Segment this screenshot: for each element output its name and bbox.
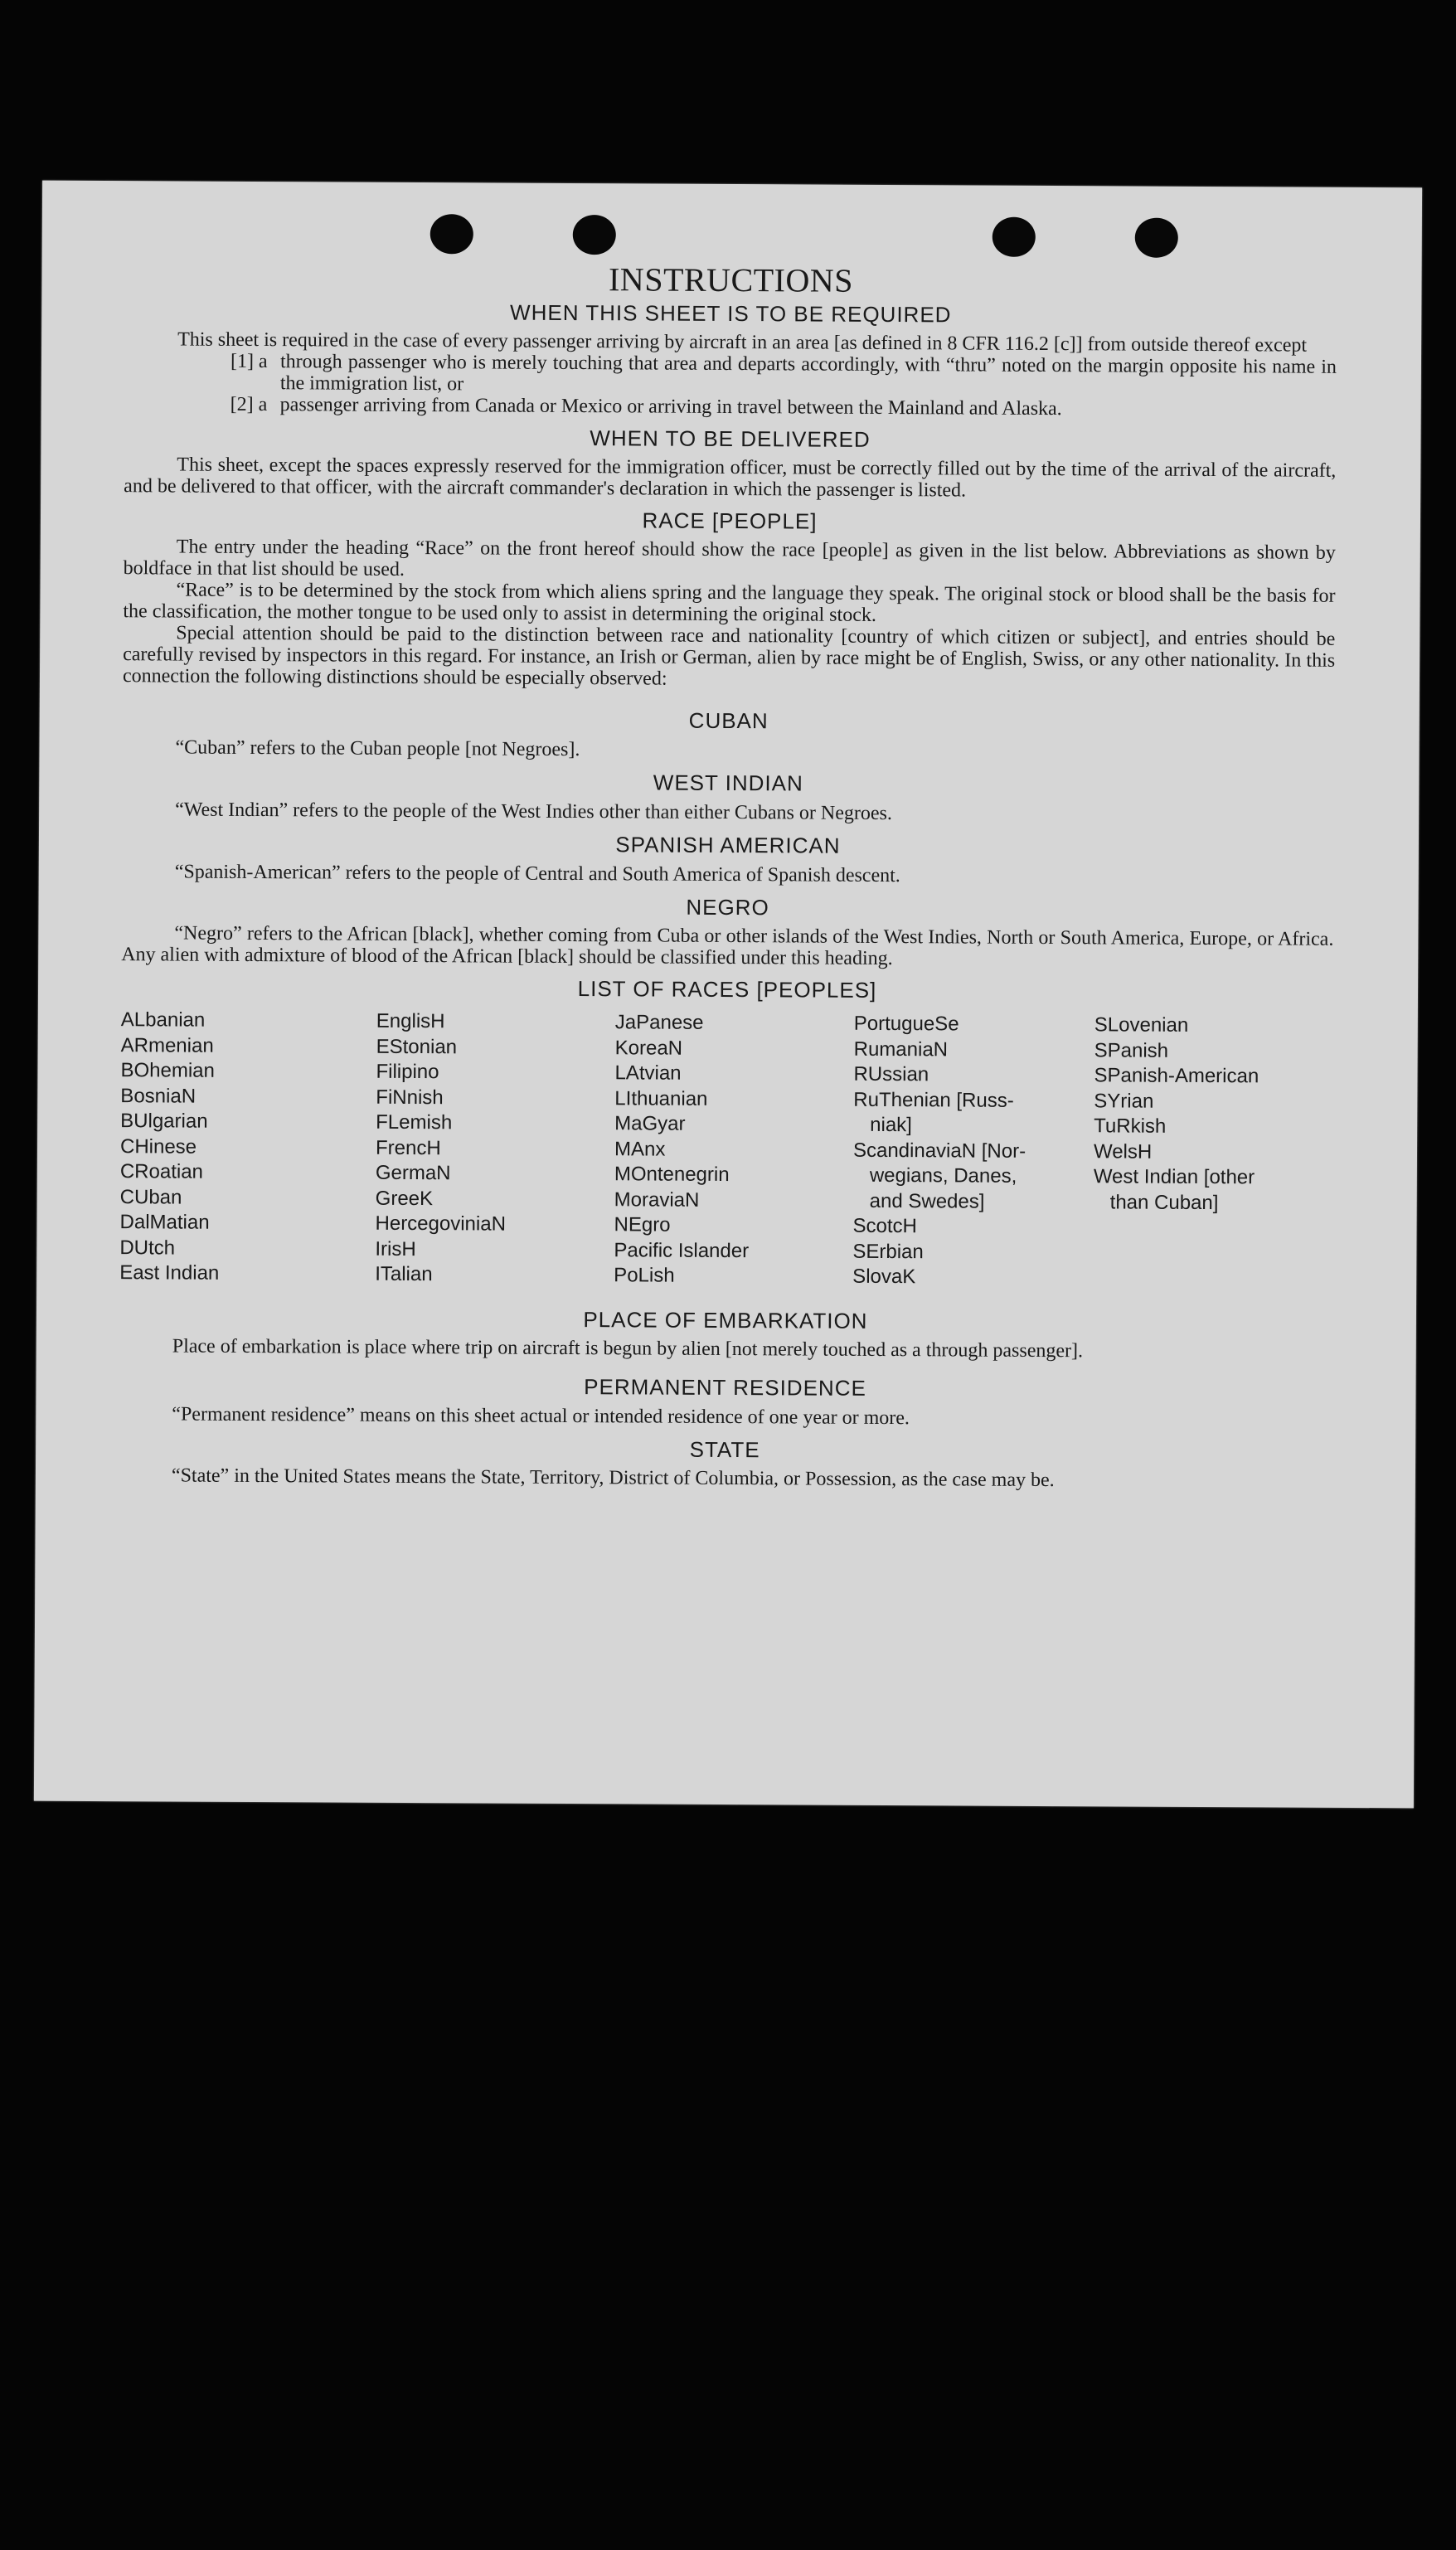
race-entry: MaGyar xyxy=(614,1112,686,1135)
race-paragraph-1: The entry under the heading “Race” on the front hereof should show the race [people] as given in the list below. Abbreviations as shown by boldface in that list should be used. xyxy=(123,536,1336,580)
race-entry: WelsH xyxy=(1093,1139,1153,1163)
sheet-content xyxy=(119,257,1337,1492)
race-entry: SlovaK xyxy=(852,1265,916,1289)
race-entry: MoraviaN xyxy=(614,1188,700,1212)
exception-number: [1] a xyxy=(230,350,268,373)
heading-residence: PERMANENT RESIDENCE xyxy=(584,1373,866,1401)
race-paragraph-2: “Race” is to be determined by the stock from which aliens spring and the language they speak. The original stock or blood shall be the basis for the classification, the mother tongue to be used only to assist in determining the original stock. xyxy=(123,579,1336,626)
heading-race: RACE [PEOPLE] xyxy=(642,508,818,534)
race-entry: FrencH xyxy=(375,1136,441,1159)
race-entry: BUlgarian xyxy=(120,1110,208,1133)
race-entry: wegians, Danes, xyxy=(852,1163,1017,1188)
heading-list-of-races: LIST OF RACES [PEOPLES] xyxy=(577,976,877,1003)
race-entry: LIthuanian xyxy=(614,1086,708,1110)
punch-hole xyxy=(1135,218,1178,258)
race-entry: ARmenian xyxy=(120,1033,214,1057)
heading-when-required: WHEN THIS SHEET IS TO BE REQUIRED xyxy=(510,299,952,328)
race-entry: BOhemian xyxy=(120,1059,215,1082)
race-entry: RuThenian [Russ- xyxy=(853,1088,1014,1112)
race-entry: SPanish-American xyxy=(1094,1064,1259,1088)
negro-text: “Negro” refers to the African [black], whether coming from Cuba or other islands of the West Indies, North or South America, Europe, or Africa. Any alien with admixture of blood of the African [black] should be classified under this heading. xyxy=(121,922,1334,970)
race-entry: LAtvian xyxy=(614,1061,682,1085)
page-title: INSTRUCTIONS xyxy=(608,260,854,299)
state-text: “State” in the United States means the State, Territory, District of Columbia, or Possession, as the case may be. xyxy=(171,1464,1055,1491)
race-entry: IrisH xyxy=(375,1237,416,1260)
punch-hole xyxy=(993,217,1036,257)
race-entry: Filipino xyxy=(376,1060,439,1084)
heading-west-indian: WEST INDIAN xyxy=(653,770,803,796)
race-entry: CHinese xyxy=(119,1134,197,1158)
race-entry: MOntenegrin xyxy=(614,1163,730,1187)
race-entry: than Cuban] xyxy=(1093,1190,1219,1214)
race-entry: FLemish xyxy=(376,1110,453,1134)
exception-number: [2] a xyxy=(230,393,268,416)
race-entry: SPanish xyxy=(1094,1038,1169,1062)
race-entry: SLovenian xyxy=(1094,1013,1189,1037)
race-entry: MAnx xyxy=(614,1137,666,1161)
race-entry: niak] xyxy=(853,1113,912,1137)
race-entry: GermaN xyxy=(375,1161,451,1185)
when-required-intro: This sheet is required in the case of every passenger arriving by aircraft in an area [as defined in 8 CFR 116.2 [c]] from outside thereof except xyxy=(177,328,1308,357)
race-entry: West Indian [other xyxy=(1093,1165,1255,1189)
race-entry: JaPanese xyxy=(614,1011,704,1034)
race-entry: ScandinaviaN [Nor- xyxy=(852,1139,1026,1163)
heading-cuban: CUBAN xyxy=(688,707,769,734)
race-entry: HercegoviniaN xyxy=(375,1212,507,1236)
exception-text: through passenger who is merely touching that area and departs accordingly, with “thru” noted on the margin opposite his name in the immigration list, or xyxy=(279,351,1337,396)
race-column xyxy=(119,1008,376,1287)
heading-negro: NEGRO xyxy=(686,894,769,920)
race-entry: TuRkish xyxy=(1094,1115,1167,1138)
race-entry: SYrian xyxy=(1094,1089,1154,1113)
instruction-sheet xyxy=(34,181,1422,1809)
race-entry: East Indian xyxy=(119,1261,220,1285)
race-entry: CUban xyxy=(119,1185,182,1209)
embarkation-text: Place of embarkation is place where trip on aircraft is begun by alien [not merely touched as a through passenger]. xyxy=(172,1334,1084,1362)
race-entry: and Swedes] xyxy=(852,1189,985,1213)
exception-text: passenger arriving from Canada or Mexico or arriving in travel between the Mainland and Alaska. xyxy=(279,394,1062,420)
cuban-text: “Cuban” refers to the Cuban people [not Negroes]. xyxy=(175,736,580,761)
race-entry: FiNnish xyxy=(376,1086,444,1109)
race-entry: BosniaN xyxy=(120,1084,197,1108)
race-entry: Pacific Islander xyxy=(614,1238,750,1262)
race-entry: ALbanian xyxy=(120,1008,206,1032)
heading-when-delivered: WHEN TO BE DELIVERED xyxy=(590,425,871,452)
race-column xyxy=(375,1009,615,1289)
race-entry: RumaniaN xyxy=(853,1037,949,1061)
when-delivered-text: This sheet, except the spaces expressly reserved for the immigration officer, must be correctly filled out by the time of the arrival of the aircraft, and be delivered to that officer, with the aircraft commander's declaration in which the passenger is listed. xyxy=(124,454,1337,502)
heading-state: STATE xyxy=(689,1436,760,1462)
race-entry: ITalian xyxy=(375,1262,433,1286)
race-entry: DalMatian xyxy=(119,1211,210,1234)
race-list xyxy=(119,1008,1333,1292)
heading-embarkation: PLACE OF EMBARKATION xyxy=(583,1306,868,1333)
race-entry: PoLish xyxy=(614,1264,675,1287)
race-entry: DUtch xyxy=(119,1236,176,1260)
race-entry: PortugueSe xyxy=(853,1012,959,1036)
heading-spanish-american: SPANISH AMERICAN xyxy=(615,832,841,858)
residence-text: “Permanent residence” means on this sheet actual or intended residence of one year or more. xyxy=(172,1402,910,1429)
race-entry: SErbian xyxy=(852,1240,924,1263)
race-entry: RUssian xyxy=(853,1062,929,1086)
race-column xyxy=(614,1010,854,1290)
punch-hole xyxy=(430,214,473,254)
race-entry: EnglisH xyxy=(376,1009,445,1033)
race-entry: GreeK xyxy=(375,1187,434,1210)
spanish-american-text: “Spanish-American” refers to the people of Central and South America of Spanish descent. xyxy=(174,861,900,887)
race-entry: EStonian xyxy=(376,1035,458,1058)
race-column xyxy=(1093,1013,1333,1292)
punch-hole xyxy=(573,215,616,255)
race-entry: NEgro xyxy=(614,1213,671,1236)
race-entry: KoreaN xyxy=(614,1036,683,1060)
exception-item xyxy=(231,351,1337,400)
race-column xyxy=(852,1012,1094,1291)
race-entry: CRoatian xyxy=(119,1160,204,1183)
race-entry: ScotcH xyxy=(852,1214,917,1238)
west-indian-text: “West Indian” refers to the people of the West Indies other than either Cubans or Negroes. xyxy=(175,799,892,825)
race-paragraph-3: Special attention should be paid to the distinction between race and nationality [country of which citizen or subject], and entries should be carefully revised by inspectors in this regard. For instance, an Irish or German, alien by race might be of English, Swiss, or any other nationality. In this connection the following distinctions should be especially observed: xyxy=(122,622,1336,690)
